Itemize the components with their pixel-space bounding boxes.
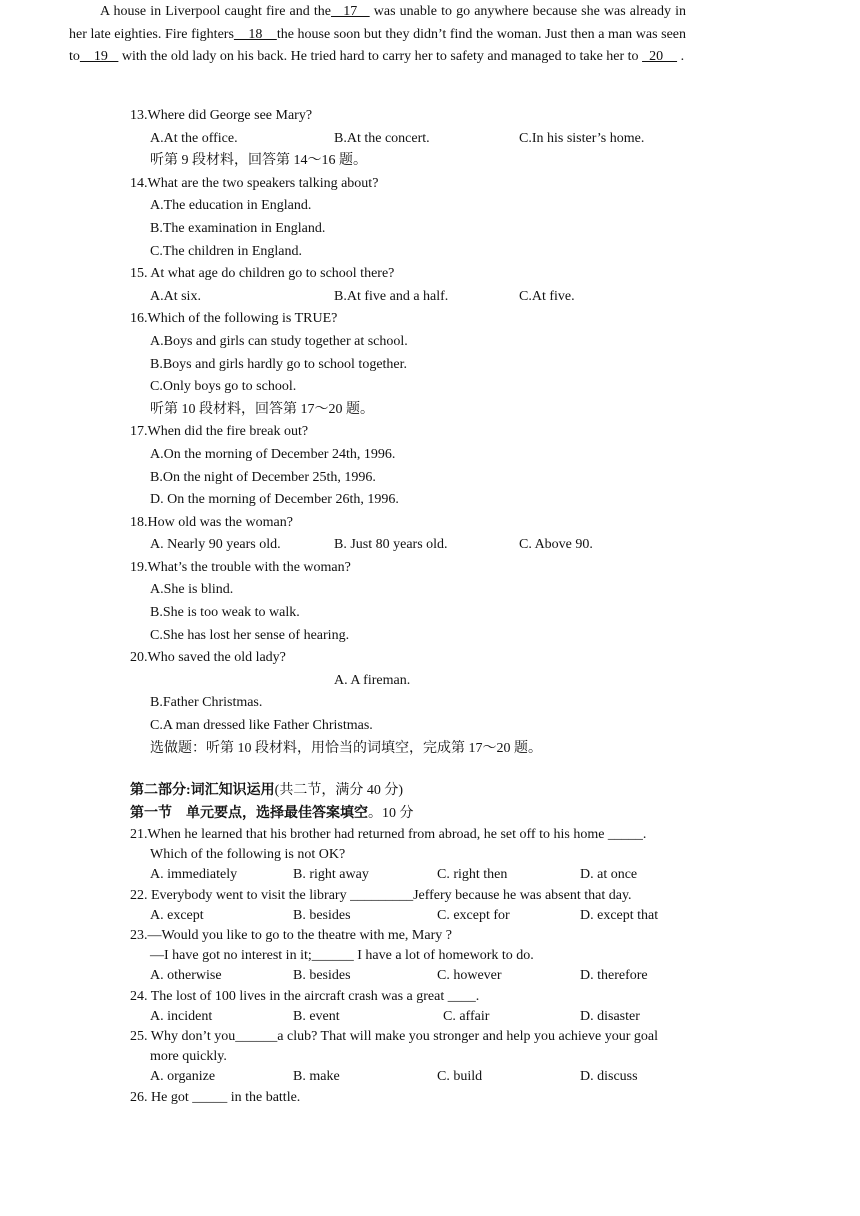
question-22: 22. Everybody went to visit the library _________Jeffery because he was absent that day. (130, 887, 632, 903)
option-d: D. therefore (580, 968, 648, 984)
question-21: 21.When he learned that his brother had returned from abroad, he set off to his home _____. (130, 827, 647, 842)
option-c: C.At five. (519, 288, 575, 304)
note-text: 听第 9 段材料，回答第 14～16 题。 (150, 153, 367, 169)
part2-heading (130, 780, 403, 802)
option-c: C.Only boys go to school. (150, 379, 297, 395)
blank-20: 20 (642, 49, 678, 65)
option-d: D. discuss (580, 1069, 638, 1085)
question-15 (130, 263, 750, 286)
blank-17: 17 (330, 4, 370, 19)
question-13 (130, 105, 750, 128)
option-b: B.Boys and girls hardly go to school together. (150, 356, 408, 372)
option-d: D. at once (580, 867, 638, 883)
option-a: A.She is blind. (150, 582, 234, 598)
option-d: D. disaster (580, 1008, 640, 1024)
option-b: B.The examination in England. (150, 220, 326, 236)
question-26: 26. He got _____ in the battle. (130, 1089, 301, 1105)
options-24 (150, 1007, 732, 1027)
option-b: B.Father Christmas. (150, 695, 263, 711)
cloze-passage (69, 1, 686, 69)
question-19 (130, 557, 750, 580)
instruction-note (150, 738, 750, 761)
option-c: C. build (437, 1069, 483, 1085)
question-stem: 17.When did the fire break out? (130, 424, 309, 440)
question-stem: 14.What are the two speakers talking about? (130, 175, 379, 191)
question-stem: 15. At what age do children go to school there? (130, 266, 395, 282)
question-16 (130, 308, 750, 331)
part-subtitle: (共二节，满分 40 分) (274, 783, 403, 798)
option-a: A.On the morning of December 24th, 1996. (150, 446, 396, 462)
option-c: C. except for (437, 907, 510, 923)
option-a: A.Boys and girls can study together at school. (150, 333, 408, 349)
question-stem: 20.Who saved the old lady? (130, 650, 286, 666)
option-b: B.At the concert. (334, 130, 430, 146)
blank-18: 18 (233, 26, 277, 42)
option-b: B.On the night of December 25th, 1996. (150, 469, 376, 485)
question-stem: 16.Which of the following is TRUE? (130, 311, 338, 327)
option-a: A. except (150, 907, 204, 923)
option-a: A. Nearly 90 years old. (150, 537, 281, 553)
options-23 (150, 966, 732, 986)
passage-text: with the old lady on his back. He tried hard to carry her to safety and managed to take her to (118, 49, 643, 65)
option-b: B. Just 80 years old. (334, 537, 448, 553)
note-text: 选做题：听第 10 段材料，用恰当的词填空，完成第 17～20 题。 (150, 740, 542, 756)
instruction-note (150, 150, 750, 173)
option-b: B.She is too weak to walk. (150, 605, 300, 621)
option-a: A.At the office. (150, 130, 238, 146)
part-title: 第二部分:词汇知识运用 (130, 783, 275, 798)
section-label: 第一节 单元要点，选择最佳答案填空 (130, 806, 368, 821)
option-b: B. event (293, 1008, 340, 1024)
option-c: C.A man dressed like Father Christmas. (150, 718, 373, 734)
vocabulary-section (130, 806, 732, 1108)
option-b: B. besides (293, 907, 351, 923)
listening-section (130, 105, 750, 760)
option-c: C. Above 90. (519, 537, 593, 553)
option-b: B. besides (293, 968, 351, 984)
option-a: A. A fireman. (334, 672, 411, 688)
options-25 (150, 1067, 732, 1087)
section-points: 。10 分 (368, 806, 414, 821)
options-13 (130, 128, 750, 151)
question-23: 23.—Would you like to go to the theatre with me, Mary ? (130, 927, 452, 943)
options-20-a (130, 670, 750, 693)
passage-text: was unable to go anywhere because she was already in her late eighties. Fire fighters (69, 4, 687, 42)
option-a: A. otherwise (150, 968, 222, 984)
option-b: B.At five and a half. (334, 288, 449, 304)
passage-text: A house in Liverpool caught fire and the (100, 4, 331, 19)
section-title (130, 804, 414, 824)
question-stem: 18.How old was the woman? (130, 514, 293, 530)
option-d: D. On the morning of December 26th, 1996. (150, 492, 399, 508)
question-stem: 13.Where did George see Mary? (130, 108, 313, 123)
question-25-sub: more quickly. (150, 1049, 227, 1065)
instruction-note (150, 399, 750, 422)
note-text: 听第 10 段材料，回答第 17～20 题。 (150, 401, 374, 417)
option-d: D. except that (580, 907, 659, 923)
options-15 (130, 286, 750, 309)
blank-19: 19 (79, 49, 119, 65)
option-c: C. affair (443, 1008, 490, 1024)
option-c: C.She has lost her sense of hearing. (150, 627, 350, 643)
question-stem: 19.What’s the trouble with the woman? (130, 559, 351, 575)
options-18 (130, 534, 750, 557)
passage-text: the house soon but they didn’t find the woman. Just then a man was seen to (69, 26, 687, 65)
option-c: C. however (437, 968, 502, 984)
options-21 (150, 865, 732, 885)
passage-text: . (677, 49, 685, 65)
option-a: A. organize (150, 1069, 216, 1085)
option-c: C.In his sister’s home. (519, 130, 645, 146)
option-a: A.The education in England. (150, 198, 312, 214)
option-c: C. right then (437, 867, 508, 883)
question-17 (130, 421, 750, 444)
question-14 (130, 173, 750, 196)
options-22 (150, 906, 732, 926)
question-25: 25. Why don’t you______a club? That will make you stronger and help you achieve your goal (130, 1028, 658, 1044)
question-24: 24. The lost of 100 lives in the aircraft crash was a great ____. (130, 988, 480, 1004)
question-21-sub: Which of the following is not OK? (150, 847, 346, 863)
question-20 (130, 647, 750, 670)
question-18 (130, 512, 750, 535)
option-b: B. make (293, 1069, 340, 1085)
question-23-sub: —I have got no interest in it;______ I have a lot of homework to do. (150, 948, 534, 964)
option-a: A. immediately (150, 867, 238, 883)
option-a: A.At six. (150, 288, 201, 304)
option-a: A. incident (150, 1008, 213, 1024)
option-b: B. right away (293, 867, 369, 883)
option-c: C.The children in England. (150, 243, 303, 259)
